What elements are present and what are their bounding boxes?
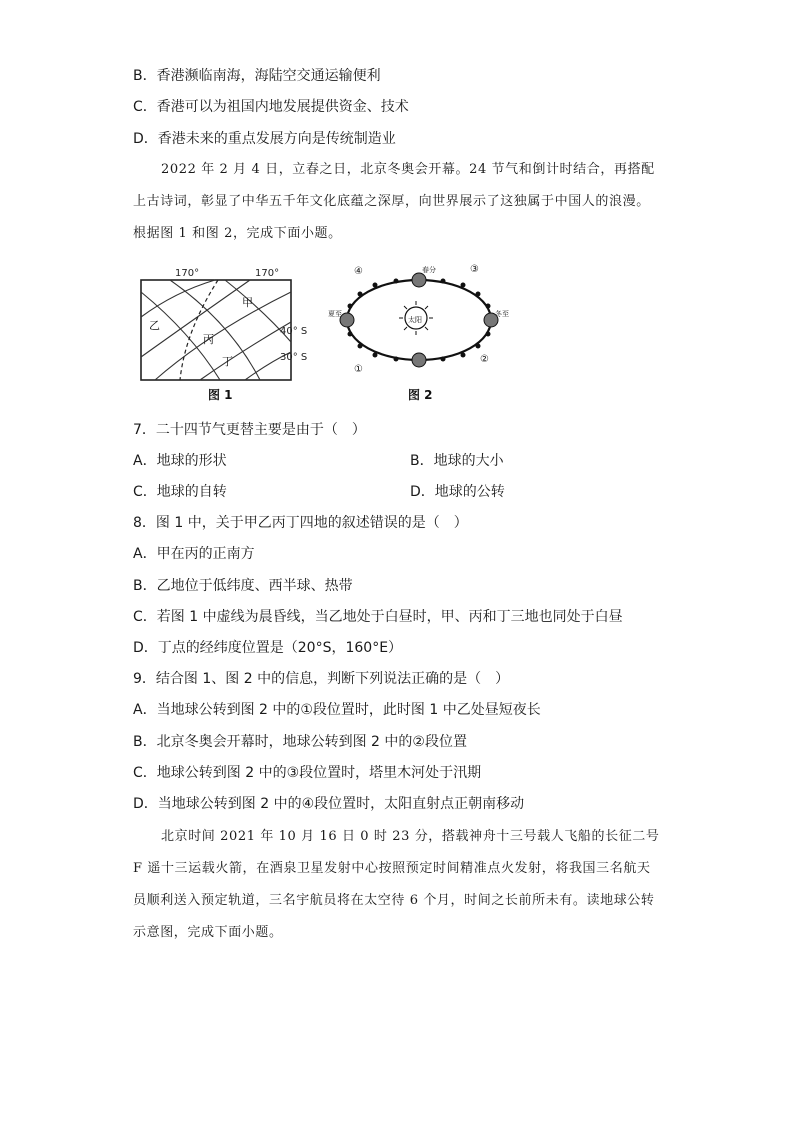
q8-option-d: D．丁点的经纬度位置是（20°S，160°E） — [133, 640, 403, 656]
earth-icon-top — [412, 273, 426, 287]
fig2-xiazhi: 夏至 — [328, 310, 342, 318]
q7-option-a: A．地球的形状 — [133, 453, 227, 469]
fig2-number-4: ④ — [354, 266, 363, 277]
q9-option-d: D．当地球公转到图 2 中的④段位置时，太阳直射点正朝南移动 — [133, 796, 525, 812]
q6-option-c: C．香港可以为祖国内地发展提供资金、技术 — [133, 99, 409, 115]
fig1-label-jia: 甲 — [242, 296, 253, 309]
q9-stem: 9．结合图 1、图 2 中的信息，判断下列说法正确的是（ ） — [133, 671, 510, 687]
fig2-number-2: ② — [480, 354, 489, 365]
q6-option-b: B．香港濒临南海，海陆空交通运输便利 — [133, 68, 381, 84]
fig1-lat-30: 30° S — [280, 352, 308, 363]
q9-option-a: A．当地球公转到图 2 中的①段位置时，此时图 1 中乙处昼短夜长 — [133, 702, 541, 718]
fig2-chunfen: 春分 — [422, 266, 436, 274]
fig1-lon-right: 170° — [255, 268, 280, 279]
fig1-label-bing: 丙 — [203, 333, 214, 346]
q9-option-c: C．地球公转到图 2 中的③段位置时，塔里木河处于汛期 — [133, 765, 482, 781]
q8-option-a: A．甲在丙的正南方 — [133, 546, 255, 562]
fig1-label-yi: 乙 — [149, 319, 160, 332]
passage-winter-olympics-text: 2022 年 2 月 4 日，立春之日，北京冬奥会开幕。24 节气和倒计时结合，再搭配上古诗词，彰显了中华五千年文化底蕴之深厚，向世界展示了这独属于中国人的浪漫。根据图 1 和图 2，完成下面小题。 — [133, 162, 655, 241]
q6-option-d: D．香港未来的重点发展方向是传统制造业 — [133, 131, 396, 147]
passage-winter-olympics — [133, 154, 661, 250]
fig1-lon-left: 170° — [175, 268, 200, 279]
earth-icon-bottom — [412, 353, 426, 367]
fig2-number-3: ③ — [470, 264, 479, 275]
earth-icon-left — [340, 313, 354, 327]
q7-option-c: C．地球的自转 — [133, 484, 227, 500]
passage-shenzhou-13-text: 北京时间 2021 年 10 月 16 日 0 时 23 分，搭载神舟十三号载人飞船的长征二号 F 遥十三运载火箭，在酒泉卫星发射中心按照预定时间精准点火发射，将我国三名航天员顺利送入预定轨道，三名宇航员将在太空待 6 个月，时间之长前所未有。读地球公转示意图，完成下面小题。 — [133, 829, 660, 940]
q7-stem: 7．二十四节气更替主要是由于（ ） — [133, 422, 366, 438]
q7-option-d: D．地球的公转 — [410, 484, 505, 500]
fig2-sun-label: 太阳 — [408, 316, 422, 324]
figure-1-map — [130, 262, 330, 402]
passage-shenzhou-13 — [133, 821, 661, 949]
figure-2-orbit — [328, 258, 510, 406]
fig2-dongzhi: 冬至 — [495, 310, 509, 318]
q9-option-b: B．北京冬奥会开幕时，地球公转到图 2 中的②段位置 — [133, 734, 467, 750]
q8-stem: 8．图 1 中，关于甲乙丙丁四地的叙述错误的是（ ） — [133, 515, 468, 531]
fig1-lat-40: 40° S — [280, 326, 308, 337]
fig1-caption: 图 1 — [208, 388, 233, 402]
q8-option-c: C．若图 1 中虚线为晨昏线，当乙地处于白昼时，甲、丙和丁三地也同处于白昼 — [133, 609, 623, 625]
fig2-caption: 图 2 — [408, 388, 433, 402]
q8-option-b: B．乙地位于低纬度、西半球、热带 — [133, 578, 353, 594]
fig1-label-ding: 丁 — [222, 355, 233, 368]
fig2-number-1: ① — [354, 364, 363, 375]
q7-option-b: B．地球的大小 — [410, 453, 504, 469]
